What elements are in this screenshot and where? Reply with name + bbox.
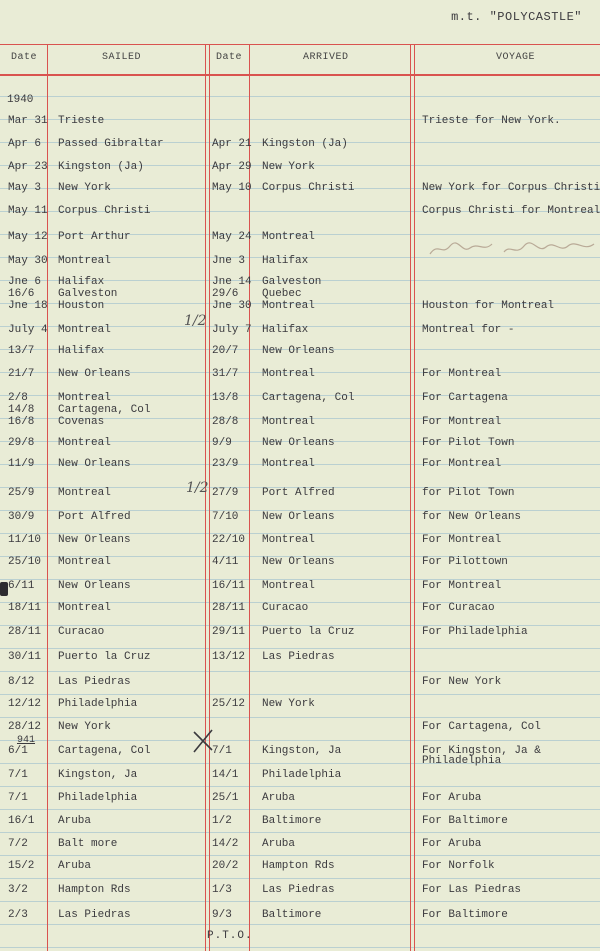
sailed-port: Hampton Rds [58,884,131,896]
arrived-port: Baltimore [262,909,322,921]
voyage-note: For Aruba [422,792,482,804]
sailed-date: 8/12 [8,676,35,688]
ruled-line [0,648,600,649]
sailed-port: Port Arthur [58,231,131,243]
sailed-port: Aruba [58,860,92,872]
voyage-note: For Norfolk [422,860,495,872]
sailed-port: New Orleans [58,458,131,470]
sailed-port: Montreal [58,556,111,568]
arrived-port: New York [262,161,315,173]
sailed-date: 16/6 [8,288,35,300]
sailed-date: July 4 [8,324,48,336]
handwritten-mark: 1/2 [186,480,209,496]
sailed-date: May 30 [8,255,48,267]
sailed-date: 11/10 [8,534,42,546]
voyage-note: For Montreal [422,534,502,546]
sailed-port: Balt more [58,838,118,850]
header-arrived: ARRIVED [303,52,349,63]
header-top-rule [0,44,600,45]
ruled-line [0,924,600,925]
sailed-date: 7/2 [8,838,28,850]
sailed-port: New York [58,721,111,733]
arrived-date: 27/9 [212,487,239,499]
voyage-note: For Montreal [422,458,502,470]
sailed-date: 18/11 [8,602,42,614]
sailed-date: 16/8 [8,416,35,428]
ruled-line [0,96,600,97]
voyage-note: For Philadelphia [422,626,528,638]
ruled-line [0,786,600,787]
sailed-port: Cartagena, Col [58,745,151,757]
arrived-date: Jne 30 [212,300,252,312]
sailed-port: Halifax [58,276,105,288]
voyage-note: for Pilot Town [422,487,515,499]
sailed-date: 29/8 [8,437,35,449]
year-note: 941 [17,735,36,746]
sailed-date: 28/12 [8,721,42,733]
ruled-line [0,694,600,695]
arrived-date: 14/2 [212,838,239,850]
voyage-note: For Pilottown [422,556,508,568]
pencil-scribble [428,238,598,260]
sailed-date: 15/2 [8,860,35,872]
sailed-port: New Orleans [58,368,131,380]
x-mark-icon [190,728,216,754]
arrived-port: Montreal [262,300,315,312]
ruled-line [0,763,600,764]
sailed-port: Philadelphia [58,698,138,710]
arrived-date: 1/3 [212,884,232,896]
arrived-port: Aruba [262,792,296,804]
arrived-date: 22/10 [212,534,246,546]
sailed-date: 30/9 [8,511,35,523]
ruled-line [0,947,600,948]
arrived-port: Montreal [262,580,315,592]
header-sailed: SAILED [102,52,142,63]
voyage-note: New York for Corpus Christi [422,182,600,194]
arrived-date: May 24 [212,231,252,243]
sailed-date: 13/7 [8,345,35,357]
ruled-line [0,740,600,741]
arrived-date: 14/1 [212,769,239,781]
sailed-port: Curacao [58,626,105,638]
arrived-date: Jne 3 [212,255,246,267]
sailed-date: 21/7 [8,368,35,380]
arrived-date: 20/7 [212,345,239,357]
sailed-date: 3/2 [8,884,28,896]
voyage-note: For Baltimore [422,909,508,921]
sailed-port: Trieste [58,115,105,127]
sailed-date: 25/10 [8,556,42,568]
sailed-port: New Orleans [58,580,131,592]
arrived-date: 29/6 [212,288,239,300]
sailed-date: May 12 [8,231,48,243]
sailed-port: Las Piedras [58,676,131,688]
arrived-date: 29/11 [212,626,246,638]
sailed-date: Jne 18 [8,300,48,312]
ruled-line [0,809,600,810]
arrived-date: 31/7 [212,368,239,380]
arrived-date: 28/11 [212,602,246,614]
sailed-port: Las Piedras [58,909,131,921]
arrived-port: Kingston (Ja) [262,138,348,150]
arrived-date: 9/3 [212,909,232,921]
arrived-date: 25/1 [212,792,239,804]
voyage-note: For Cartagena [422,392,508,404]
voyage-note: Montreal for - [422,324,515,336]
sailed-port: New Orleans [58,534,131,546]
voyage-note: For Montreal [422,368,502,380]
arrived-port: Aruba [262,838,296,850]
arrived-date: 4/11 [212,556,239,568]
ruled-line [0,832,600,833]
sailed-port: Montreal [58,392,111,404]
sailed-date: 7/1 [8,792,28,804]
sailed-port: Montreal [58,487,111,499]
arrived-date: 16/11 [212,580,246,592]
sailed-port: Philadelphia [58,792,138,804]
arrived-date: Jne 14 [212,276,252,288]
arrived-port: New Orleans [262,345,335,357]
sailed-date: 16/1 [8,815,35,827]
arrived-port: New York [262,698,315,710]
handwritten-mark: 1/2 [184,313,207,329]
sailed-port: Montreal [58,602,111,614]
arrived-port: Montreal [262,416,315,428]
sailed-port: Houston [58,300,105,312]
sailed-date: Mar 31 [8,115,48,127]
arrived-date: Apr 21 [212,138,252,150]
sailed-port: Montreal [58,255,111,267]
sailed-port: Covenas [58,416,105,428]
arrived-date: 1/2 [212,815,232,827]
sailed-port: Kingston, Ja [58,769,138,781]
arrived-port: Quebec [262,288,302,300]
sailed-date: 6/1 [8,745,28,757]
voyage-note: Houston for Montreal [422,300,555,312]
arrived-port: Montreal [262,368,315,380]
arrived-date: 13/12 [212,651,246,663]
arrived-date: July 7 [212,324,252,336]
footer-pto: P.T.O. [207,930,253,942]
voyage-note: For New York [422,676,502,688]
voyage-note: For Baltimore [422,815,508,827]
arrived-date: 20/2 [212,860,239,872]
arrived-date: May 10 [212,182,252,194]
sailed-port: Port Alfred [58,511,131,523]
sailed-date: 2/8 [8,392,28,404]
voyage-note: For Montreal [422,416,502,428]
ruled-line [0,671,600,672]
sailed-date: Apr 23 [8,161,48,173]
header-voyage: VOYAGE [496,52,536,63]
ruled-line [0,855,600,856]
header-date-arrived: Date [216,52,243,63]
arrived-date: 28/8 [212,416,239,428]
ink-blot [0,582,8,596]
col-divider [47,44,48,951]
arrived-port: New Orleans [262,511,335,523]
col-divider [249,44,250,951]
voyage-note: For Las Piedras [422,884,522,896]
arrived-date: 23/9 [212,458,239,470]
sailed-date: 30/11 [8,651,42,663]
arrived-port: Hampton Rds [262,860,335,872]
arrived-port: Montreal [262,534,315,546]
arrived-port: Corpus Christi [262,182,355,194]
sailed-date: 7/1 [8,769,28,781]
arrived-port: Puerto la Cruz [262,626,355,638]
col-divider [205,44,206,951]
ruled-line [0,878,600,879]
arrived-port: Cartagena, Col [262,392,355,404]
sailed-date: Jne 6 [8,276,42,288]
arrived-date: Apr 29 [212,161,252,173]
ruled-line [0,901,600,902]
sailed-port: Kingston (Ja) [58,161,144,173]
sailed-port: Halifax [58,345,105,357]
arrived-port: New Orleans [262,556,335,568]
voyage-note: For Montreal [422,580,502,592]
sailed-port: Passed Gibraltar [58,138,164,150]
sailed-port: Puerto la Cruz [58,651,151,663]
arrived-port: Halifax [262,324,309,336]
sailed-date: 11/9 [8,458,35,470]
arrived-port: New Orleans [262,437,335,449]
arrived-port: Port Alfred [262,487,335,499]
voyage-note: For Pilot Town [422,437,515,449]
sailed-date: 6/11 [8,580,35,592]
voyage-note: Trieste for New York. [422,115,561,127]
sailed-date: 14/8 [8,404,35,416]
col-divider [209,44,210,951]
sailed-port: Corpus Christi [58,205,151,217]
arrived-port: Baltimore [262,815,322,827]
arrived-port: Kingston, Ja [262,745,342,757]
arrived-port: Halifax [262,255,309,267]
sailed-date: Apr 6 [8,138,42,150]
voyage-note: Philadelphia [422,755,502,767]
voyage-note: For Cartagena, Col [422,721,541,733]
year-label: 1940 [7,94,34,106]
sailed-date: 12/12 [8,698,42,710]
sailed-port: New York [58,182,111,194]
arrived-port: Las Piedras [262,884,335,896]
sailed-port: Montreal [58,437,111,449]
sailed-date: 2/3 [8,909,28,921]
arrived-date: 25/12 [212,698,246,710]
header-date-sailed: Date [11,52,38,63]
sailed-date: 28/11 [8,626,42,638]
voyage-note: For Curacao [422,602,495,614]
voyage-note: Corpus Christi for Montreal [422,205,600,217]
sailed-port: Cartagena, Col [58,404,151,416]
arrived-port: Galveston [262,276,322,288]
col-divider [414,44,415,951]
voyage-note: For Aruba [422,838,482,850]
arrived-port: Curacao [262,602,309,614]
sailed-date: May 3 [8,182,42,194]
arrived-date: 13/8 [212,392,239,404]
header-bottom-rule [0,74,600,76]
col-divider [410,44,411,951]
sailed-date: May 11 [8,205,48,217]
ruled-line [0,717,600,718]
arrived-port: Montreal [262,231,315,243]
sailed-port: Galveston [58,288,118,300]
voyage-note: for New Orleans [422,511,522,523]
sailed-port: Montreal [58,324,111,336]
arrived-date: 9/9 [212,437,232,449]
arrived-date: 7/10 [212,511,239,523]
arrived-date: 7/1 [212,745,232,757]
voyage-note: For Kingston, Ja & [422,745,541,757]
arrived-port: Philadelphia [262,769,342,781]
ship-title: m.t. "POLYCASTLE" [451,10,582,24]
sailed-date: 25/9 [8,487,35,499]
arrived-port: Las Piedras [262,651,335,663]
arrived-port: Montreal [262,458,315,470]
sailed-port: Aruba [58,815,92,827]
